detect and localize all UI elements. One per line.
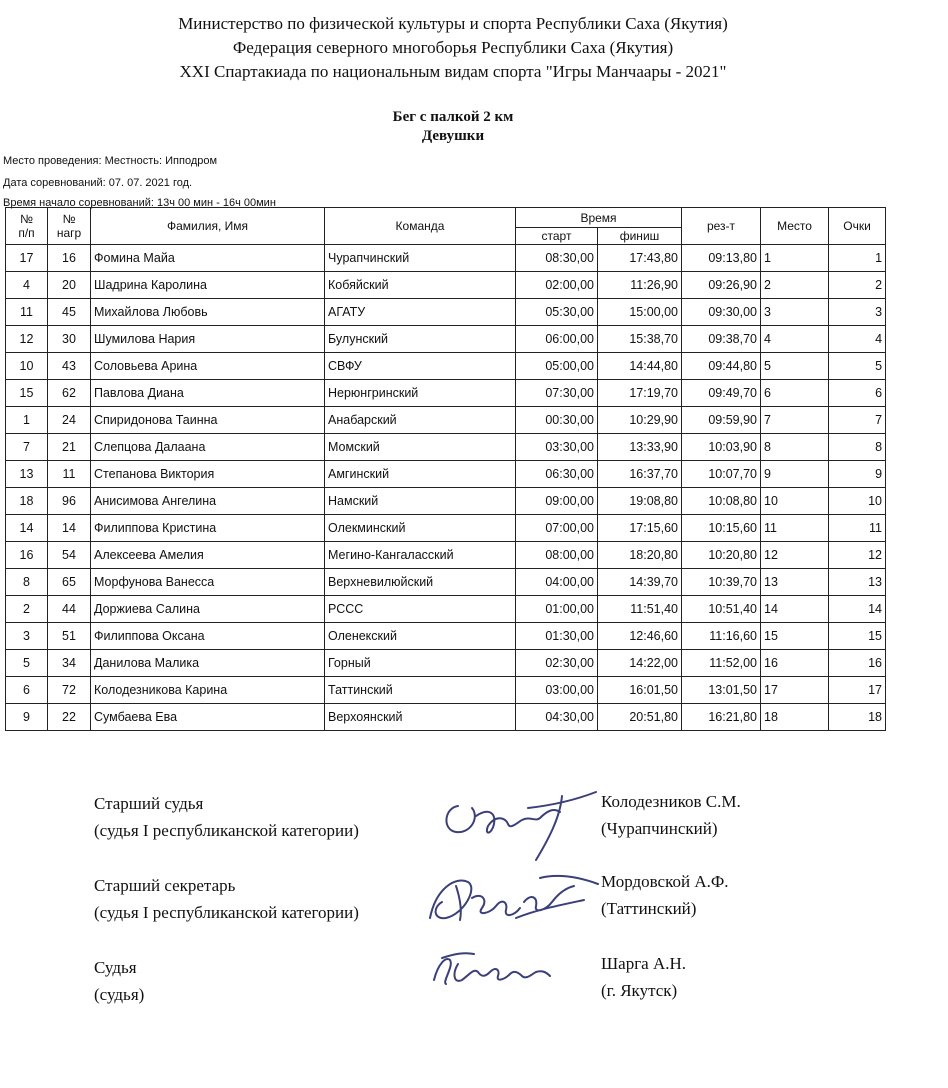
row-bib: 14 bbox=[48, 515, 91, 542]
row-points: 12 bbox=[829, 542, 886, 569]
judge-category: (судья) bbox=[94, 985, 145, 1004]
row-bib: 22 bbox=[48, 704, 91, 731]
row-team: Момский bbox=[325, 434, 516, 461]
row-finish: 19:08,80 bbox=[598, 488, 682, 515]
row-team: Оленекский bbox=[325, 623, 516, 650]
header-start: старт bbox=[516, 228, 598, 245]
row-place: 15 bbox=[761, 623, 829, 650]
row-result: 13:01,50 bbox=[682, 677, 761, 704]
row-team: Таттинский bbox=[325, 677, 516, 704]
row-start: 08:00,00 bbox=[516, 542, 598, 569]
row-bib: 16 bbox=[48, 245, 91, 272]
row-name: Степанова Виктория bbox=[91, 461, 325, 488]
table-row bbox=[6, 245, 886, 272]
judge-name: Шарга А.Н. bbox=[601, 954, 687, 973]
row-start: 06:30,00 bbox=[516, 461, 598, 488]
row-bib: 72 bbox=[48, 677, 91, 704]
row-num: 7 bbox=[6, 434, 48, 461]
row-bib: 30 bbox=[48, 326, 91, 353]
row-bib: 54 bbox=[48, 542, 91, 569]
row-points: 14 bbox=[829, 596, 886, 623]
row-team: РССС bbox=[325, 596, 516, 623]
row-num: 2 bbox=[6, 596, 48, 623]
row-place: 6 bbox=[761, 380, 829, 407]
table-row bbox=[6, 650, 886, 677]
row-name: Соловьева Арина bbox=[91, 353, 325, 380]
row-team: СВФУ bbox=[325, 353, 516, 380]
header-name: Фамилия, Имя bbox=[91, 208, 325, 245]
row-place: 2 bbox=[761, 272, 829, 299]
row-result: 10:03,90 bbox=[682, 434, 761, 461]
row-finish: 15:00,00 bbox=[598, 299, 682, 326]
row-result: 09:30,00 bbox=[682, 299, 761, 326]
row-start: 07:30,00 bbox=[516, 380, 598, 407]
row-start: 03:30,00 bbox=[516, 434, 598, 461]
row-bib: 65 bbox=[48, 569, 91, 596]
row-place: 17 bbox=[761, 677, 829, 704]
row-name: Шумилова Нария bbox=[91, 326, 325, 353]
row-start: 03:00,00 bbox=[516, 677, 598, 704]
row-points: 17 bbox=[829, 677, 886, 704]
row-points: 4 bbox=[829, 326, 886, 353]
date-info: Дата соревнований: 07. 07. 2021 год. bbox=[3, 177, 193, 189]
row-points: 8 bbox=[829, 434, 886, 461]
row-result: 09:13,80 bbox=[682, 245, 761, 272]
row-bib: 62 bbox=[48, 380, 91, 407]
row-finish: 15:38,70 bbox=[598, 326, 682, 353]
row-start: 00:30,00 bbox=[516, 407, 598, 434]
table-row bbox=[6, 623, 886, 650]
row-finish: 20:51,80 bbox=[598, 704, 682, 731]
row-bib: 34 bbox=[48, 650, 91, 677]
row-place: 8 bbox=[761, 434, 829, 461]
row-bib: 21 bbox=[48, 434, 91, 461]
row-team: Верхоянский bbox=[325, 704, 516, 731]
row-finish: 17:43,80 bbox=[598, 245, 682, 272]
row-bib: 20 bbox=[48, 272, 91, 299]
venue-info: Место проведения: Местность: Ипподром bbox=[3, 155, 218, 167]
chief-judge-org: (Чурапчинский) bbox=[601, 819, 718, 838]
row-start: 06:00,00 bbox=[516, 326, 598, 353]
row-start: 09:00,00 bbox=[516, 488, 598, 515]
row-num: 18 bbox=[6, 488, 48, 515]
row-place: 11 bbox=[761, 515, 829, 542]
row-place: 9 bbox=[761, 461, 829, 488]
judge-signature bbox=[428, 944, 558, 994]
row-points: 2 bbox=[829, 272, 886, 299]
row-bib: 44 bbox=[48, 596, 91, 623]
table-row bbox=[6, 461, 886, 488]
row-team: Олекминский bbox=[325, 515, 516, 542]
table-row bbox=[6, 326, 886, 353]
document-header bbox=[0, 12, 906, 84]
chief-secretary-org: (Таттинский) bbox=[601, 899, 697, 918]
row-points: 9 bbox=[829, 461, 886, 488]
row-name: Слепцова Далаана bbox=[91, 434, 325, 461]
row-name: Сумбаева Ева bbox=[91, 704, 325, 731]
row-team: Горный bbox=[325, 650, 516, 677]
row-name: Данилова Малика bbox=[91, 650, 325, 677]
row-finish: 14:22,00 bbox=[598, 650, 682, 677]
row-start: 05:30,00 bbox=[516, 299, 598, 326]
header-result: рез-т bbox=[682, 208, 761, 245]
results-body bbox=[6, 245, 886, 731]
discipline-title: Бег с палкой 2 км bbox=[392, 109, 514, 125]
chief-judge-name: Колодезников С.М. bbox=[601, 792, 741, 811]
row-team: Мегино-Кангаласский bbox=[325, 542, 516, 569]
chief-secretary-block bbox=[94, 872, 359, 926]
row-start: 04:00,00 bbox=[516, 569, 598, 596]
row-place: 18 bbox=[761, 704, 829, 731]
chief-secretary-role: Старший секретарь bbox=[94, 876, 236, 895]
row-place: 14 bbox=[761, 596, 829, 623]
table-row bbox=[6, 434, 886, 461]
row-num: 17 bbox=[6, 245, 48, 272]
row-num: 6 bbox=[6, 677, 48, 704]
row-finish: 14:39,70 bbox=[598, 569, 682, 596]
judge-block bbox=[94, 954, 144, 1008]
row-place: 3 bbox=[761, 299, 829, 326]
ministry-line: Министерство по физической культуры и спорта Республики Саха (Якутия) bbox=[178, 14, 728, 33]
row-result: 10:08,80 bbox=[682, 488, 761, 515]
row-num: 11 bbox=[6, 299, 48, 326]
judge-name-block bbox=[601, 950, 686, 1004]
row-result: 16:21,80 bbox=[682, 704, 761, 731]
header-team: Команда bbox=[325, 208, 516, 245]
chief-secretary-signature bbox=[416, 858, 606, 938]
row-name: Морфунова Ванесса bbox=[91, 569, 325, 596]
chief-secretary-name-block bbox=[601, 868, 729, 922]
row-name: Спиридонова Таинна bbox=[91, 407, 325, 434]
row-points: 18 bbox=[829, 704, 886, 731]
row-bib: 96 bbox=[48, 488, 91, 515]
row-name: Анисимова Ангелина bbox=[91, 488, 325, 515]
row-points: 13 bbox=[829, 569, 886, 596]
chief-judge-name-block bbox=[601, 788, 741, 842]
row-finish: 12:46,60 bbox=[598, 623, 682, 650]
row-start: 08:30,00 bbox=[516, 245, 598, 272]
table-row bbox=[6, 515, 886, 542]
row-place: 10 bbox=[761, 488, 829, 515]
row-result: 10:51,40 bbox=[682, 596, 761, 623]
row-num: 5 bbox=[6, 650, 48, 677]
row-result: 11:16,60 bbox=[682, 623, 761, 650]
row-finish: 16:01,50 bbox=[598, 677, 682, 704]
chief-judge-category: (судья I республиканской категории) bbox=[94, 821, 359, 840]
row-name: Филиппова Оксана bbox=[91, 623, 325, 650]
row-start: 05:00,00 bbox=[516, 353, 598, 380]
row-num: 4 bbox=[6, 272, 48, 299]
row-result: 10:07,70 bbox=[682, 461, 761, 488]
table-row bbox=[6, 596, 886, 623]
row-finish: 10:29,90 bbox=[598, 407, 682, 434]
row-result: 10:20,80 bbox=[682, 542, 761, 569]
table-row bbox=[6, 380, 886, 407]
row-bib: 11 bbox=[48, 461, 91, 488]
row-name: Алексеева Амелия bbox=[91, 542, 325, 569]
row-points: 3 bbox=[829, 299, 886, 326]
header-num-pp: № п/п bbox=[6, 208, 48, 245]
row-finish: 11:51,40 bbox=[598, 596, 682, 623]
row-num: 10 bbox=[6, 353, 48, 380]
row-points: 7 bbox=[829, 407, 886, 434]
row-team: Булунский bbox=[325, 326, 516, 353]
row-start: 07:00,00 bbox=[516, 515, 598, 542]
row-result: 09:59,90 bbox=[682, 407, 761, 434]
time-info: Время начало соревнований: 13ч 00 мин - 16ч 00мин bbox=[3, 197, 276, 209]
row-finish: 11:26,90 bbox=[598, 272, 682, 299]
row-team: Чурапчинский bbox=[325, 245, 516, 272]
row-team: Нерюнгринский bbox=[325, 380, 516, 407]
row-result: 11:52,00 bbox=[682, 650, 761, 677]
row-name: Колодезникова Карина bbox=[91, 677, 325, 704]
row-result: 09:26,90 bbox=[682, 272, 761, 299]
row-place: 13 bbox=[761, 569, 829, 596]
row-num: 14 bbox=[6, 515, 48, 542]
header-time-group: Время bbox=[516, 208, 682, 228]
row-num: 9 bbox=[6, 704, 48, 731]
row-place: 7 bbox=[761, 407, 829, 434]
event-title bbox=[0, 108, 906, 146]
chief-judge-signature bbox=[436, 778, 606, 868]
row-points: 16 bbox=[829, 650, 886, 677]
row-bib: 51 bbox=[48, 623, 91, 650]
row-bib: 24 bbox=[48, 407, 91, 434]
chief-secretary-category: (судья I республиканской категории) bbox=[94, 903, 359, 922]
row-name: Павлова Диана bbox=[91, 380, 325, 407]
table-row bbox=[6, 272, 886, 299]
row-name: Михайлова Любовь bbox=[91, 299, 325, 326]
row-finish: 16:37,70 bbox=[598, 461, 682, 488]
row-points: 11 bbox=[829, 515, 886, 542]
chief-secretary-name: Мордовской А.Ф. bbox=[601, 872, 729, 891]
spartakiad-line: XXI Спартакиада по национальным видам спорта "Игры Манчаары - 2021" bbox=[179, 62, 727, 81]
table-row bbox=[6, 488, 886, 515]
row-start: 02:00,00 bbox=[516, 272, 598, 299]
row-bib: 45 bbox=[48, 299, 91, 326]
chief-judge-role: Старший судья bbox=[94, 794, 204, 813]
row-team: Намский bbox=[325, 488, 516, 515]
chief-judge-block bbox=[94, 790, 359, 844]
table-row bbox=[6, 677, 886, 704]
row-start: 04:30,00 bbox=[516, 704, 598, 731]
row-num: 1 bbox=[6, 407, 48, 434]
row-start: 02:30,00 bbox=[516, 650, 598, 677]
row-place: 16 bbox=[761, 650, 829, 677]
judge-role: Судья bbox=[94, 958, 137, 977]
row-result: 10:15,60 bbox=[682, 515, 761, 542]
category-title: Девушки bbox=[421, 128, 485, 144]
row-points: 10 bbox=[829, 488, 886, 515]
row-place: 5 bbox=[761, 353, 829, 380]
table-row bbox=[6, 299, 886, 326]
header-finish: финиш bbox=[598, 228, 682, 245]
row-num: 3 bbox=[6, 623, 48, 650]
row-num: 12 bbox=[6, 326, 48, 353]
header-points: Очки bbox=[829, 208, 886, 245]
row-name: Доржиева Салина bbox=[91, 596, 325, 623]
row-num: 8 bbox=[6, 569, 48, 596]
federation-line: Федерация северного многоборья Республики Саха (Якутия) bbox=[232, 38, 674, 57]
row-place: 12 bbox=[761, 542, 829, 569]
row-name: Шадрина Каролина bbox=[91, 272, 325, 299]
row-team: АГАТУ bbox=[325, 299, 516, 326]
row-finish: 17:15,60 bbox=[598, 515, 682, 542]
row-team: Анабарский bbox=[325, 407, 516, 434]
row-bib: 43 bbox=[48, 353, 91, 380]
row-num: 16 bbox=[6, 542, 48, 569]
table-row bbox=[6, 407, 886, 434]
row-finish: 13:33,90 bbox=[598, 434, 682, 461]
row-points: 5 bbox=[829, 353, 886, 380]
table-row bbox=[6, 542, 886, 569]
row-finish: 17:19,70 bbox=[598, 380, 682, 407]
table-row bbox=[6, 569, 886, 596]
row-finish: 14:44,80 bbox=[598, 353, 682, 380]
row-points: 15 bbox=[829, 623, 886, 650]
table-row bbox=[6, 353, 886, 380]
row-team: Кобяйский bbox=[325, 272, 516, 299]
row-points: 1 bbox=[829, 245, 886, 272]
row-result: 09:38,70 bbox=[682, 326, 761, 353]
row-place: 4 bbox=[761, 326, 829, 353]
results-table bbox=[5, 207, 886, 731]
row-start: 01:30,00 bbox=[516, 623, 598, 650]
row-num: 13 bbox=[6, 461, 48, 488]
judge-org: (г. Якутск) bbox=[601, 981, 678, 1000]
row-points: 6 bbox=[829, 380, 886, 407]
row-result: 09:49,70 bbox=[682, 380, 761, 407]
header-bib: № нагр bbox=[48, 208, 91, 245]
row-finish: 18:20,80 bbox=[598, 542, 682, 569]
row-name: Филиппова Кристина bbox=[91, 515, 325, 542]
header-place: Место bbox=[761, 208, 829, 245]
row-start: 01:00,00 bbox=[516, 596, 598, 623]
row-name: Фомина Майа bbox=[91, 245, 325, 272]
row-team: Верхневилюйский bbox=[325, 569, 516, 596]
row-result: 10:39,70 bbox=[682, 569, 761, 596]
row-team: Амгинский bbox=[325, 461, 516, 488]
row-result: 09:44,80 bbox=[682, 353, 761, 380]
row-num: 15 bbox=[6, 380, 48, 407]
table-row bbox=[6, 704, 886, 731]
row-place: 1 bbox=[761, 245, 829, 272]
